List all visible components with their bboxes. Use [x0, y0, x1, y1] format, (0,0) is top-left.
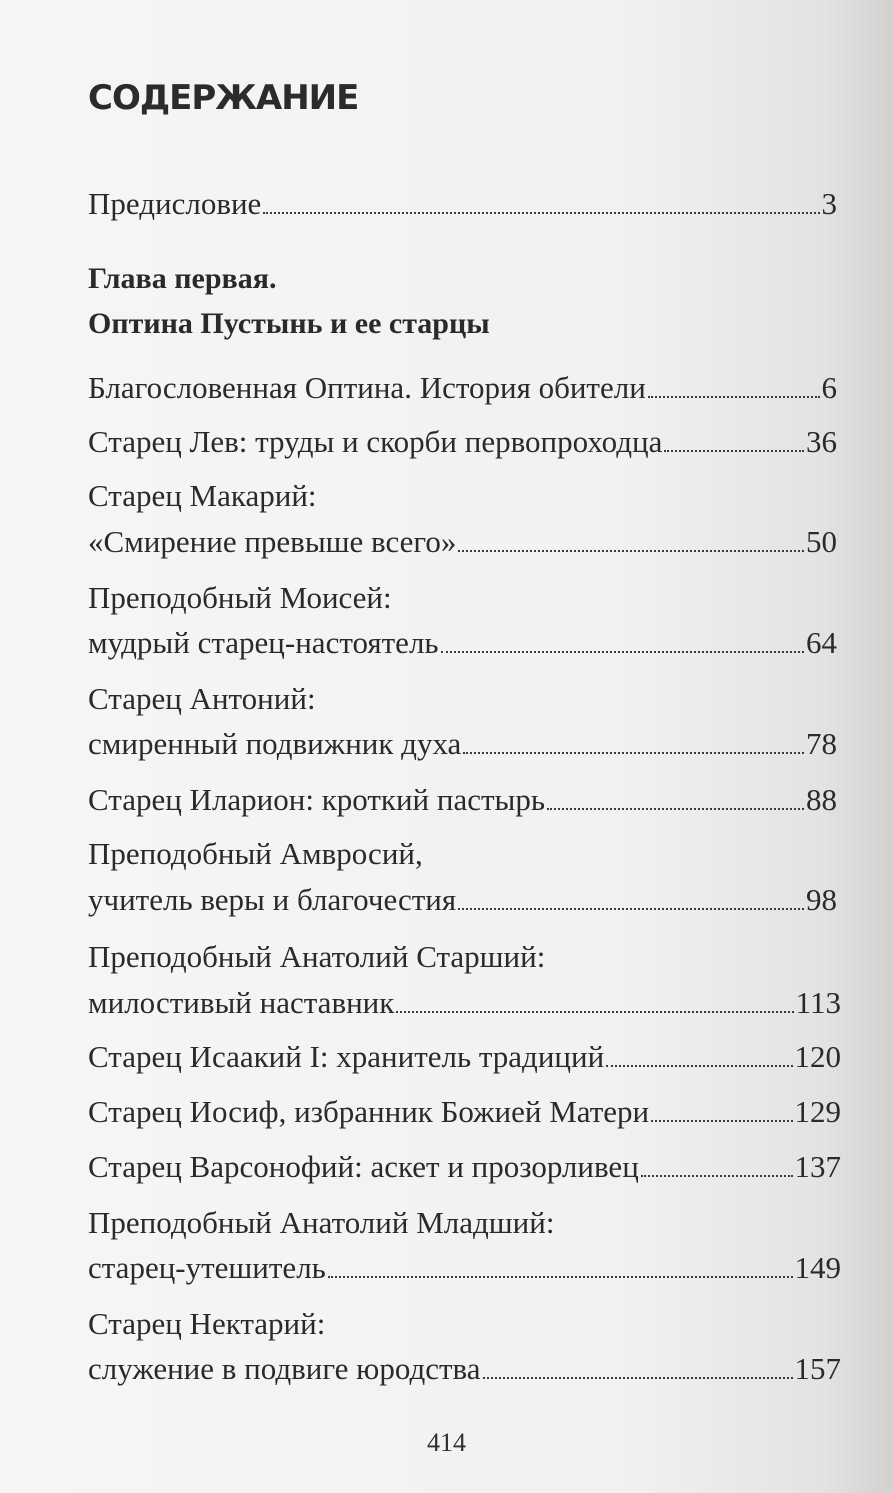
- toc-entry: [88, 184, 837, 224]
- toc-entry: [88, 880, 837, 920]
- toc-entry: [88, 522, 837, 562]
- toc-entry-title-line1: Старец Нектарий:: [88, 1306, 326, 1341]
- toc-entry-title-line1: Преподобный Анатолий Старший:: [88, 939, 546, 974]
- toc-entry-title: Старец Лев: труды и скорби первопроходца: [88, 424, 663, 459]
- toc-entry-title-line1: Преподобный Моисей:: [88, 580, 392, 615]
- page-number: 414: [427, 1428, 466, 1457]
- toc-entry: [88, 724, 837, 764]
- dot-leader: [458, 550, 804, 552]
- chapter-title-line2: Оптина Пустынь и ее старцы: [88, 307, 490, 340]
- toc-entry-title: «Смирение превыше всего»: [88, 524, 457, 559]
- toc-entry-title: Старец Исаакий I: хранитель традиций: [88, 1039, 605, 1074]
- dot-leader: [458, 908, 804, 910]
- toc-entry-page: 50: [806, 524, 837, 559]
- toc-entry-page: 149: [794, 1250, 841, 1285]
- toc-entry: [88, 1092, 841, 1132]
- toc-heading: СОДЕРЖАНИЕ: [88, 78, 359, 118]
- dot-leader: [441, 651, 804, 653]
- chapter-title-line1: Глава первая.: [88, 262, 277, 295]
- toc-entry-title: старец-утешитель: [88, 1250, 326, 1285]
- toc-entry-page: 64: [806, 625, 837, 660]
- dot-leader: [651, 1120, 792, 1122]
- dot-leader: [263, 212, 819, 214]
- toc-entry: [88, 1349, 841, 1389]
- toc-entry: [88, 368, 837, 408]
- toc-entry: [88, 983, 841, 1023]
- toc-entry-page: 78: [806, 726, 837, 761]
- toc-entry-title: смиренный подвижник духа: [88, 726, 462, 761]
- toc-entry-title: учитель веры и благочестия: [88, 882, 457, 917]
- dot-leader: [396, 1011, 793, 1013]
- toc-entry-title: Старец Иларион: кроткий пастырь: [88, 782, 546, 817]
- toc-entry-page: 113: [795, 985, 841, 1020]
- toc-entry-title: Благословенная Оптина. История обители: [88, 370, 646, 405]
- toc-entry-title: Старец Иосиф, избранник Божией Матери: [88, 1094, 650, 1129]
- dot-leader: [641, 1175, 793, 1177]
- toc-entry: [88, 1037, 841, 1077]
- toc-entry-page: 6: [821, 370, 837, 405]
- dot-leader: [606, 1065, 792, 1067]
- dot-leader: [648, 396, 820, 398]
- toc-entry-title: служение в подвиге юродства: [88, 1351, 481, 1386]
- toc-entry-title: милостивый наставник: [88, 985, 395, 1020]
- dot-leader: [483, 1377, 793, 1379]
- toc-entry-title: мудрый старец-настоятель: [88, 625, 439, 660]
- toc-entry: [88, 1248, 841, 1288]
- toc-entry: [88, 422, 837, 462]
- toc-entry-title-line1: Преподобный Амвросий,: [88, 836, 423, 871]
- dot-leader: [547, 808, 804, 810]
- dot-leader: [463, 752, 804, 754]
- toc-entry-title-line1: Старец Макарий:: [88, 478, 317, 513]
- toc-entry-title-line1: Старец Антоний:: [88, 681, 316, 716]
- toc-entry-page: 120: [794, 1039, 841, 1074]
- toc-entry-page: 36: [806, 424, 837, 459]
- toc-entry-page: 137: [794, 1149, 841, 1184]
- toc-entry-title: Предисловие: [88, 186, 262, 221]
- dot-leader: [328, 1276, 793, 1278]
- dot-leader: [664, 450, 804, 452]
- toc-entry-title-line1: Преподобный Анатолий Младший:: [88, 1205, 555, 1240]
- toc-entry-page: 157: [794, 1351, 841, 1386]
- toc-entry: [88, 623, 837, 663]
- toc-entry-page: 98: [806, 882, 837, 917]
- toc-entry: [88, 1147, 841, 1187]
- toc-entry: [88, 780, 837, 820]
- toc-entry-title: Старец Варсонофий: аскет и прозорливец: [88, 1149, 639, 1184]
- toc-entry-page: 3: [821, 186, 837, 221]
- toc-entry-page: 88: [806, 782, 837, 817]
- toc-entry-page: 129: [794, 1094, 841, 1129]
